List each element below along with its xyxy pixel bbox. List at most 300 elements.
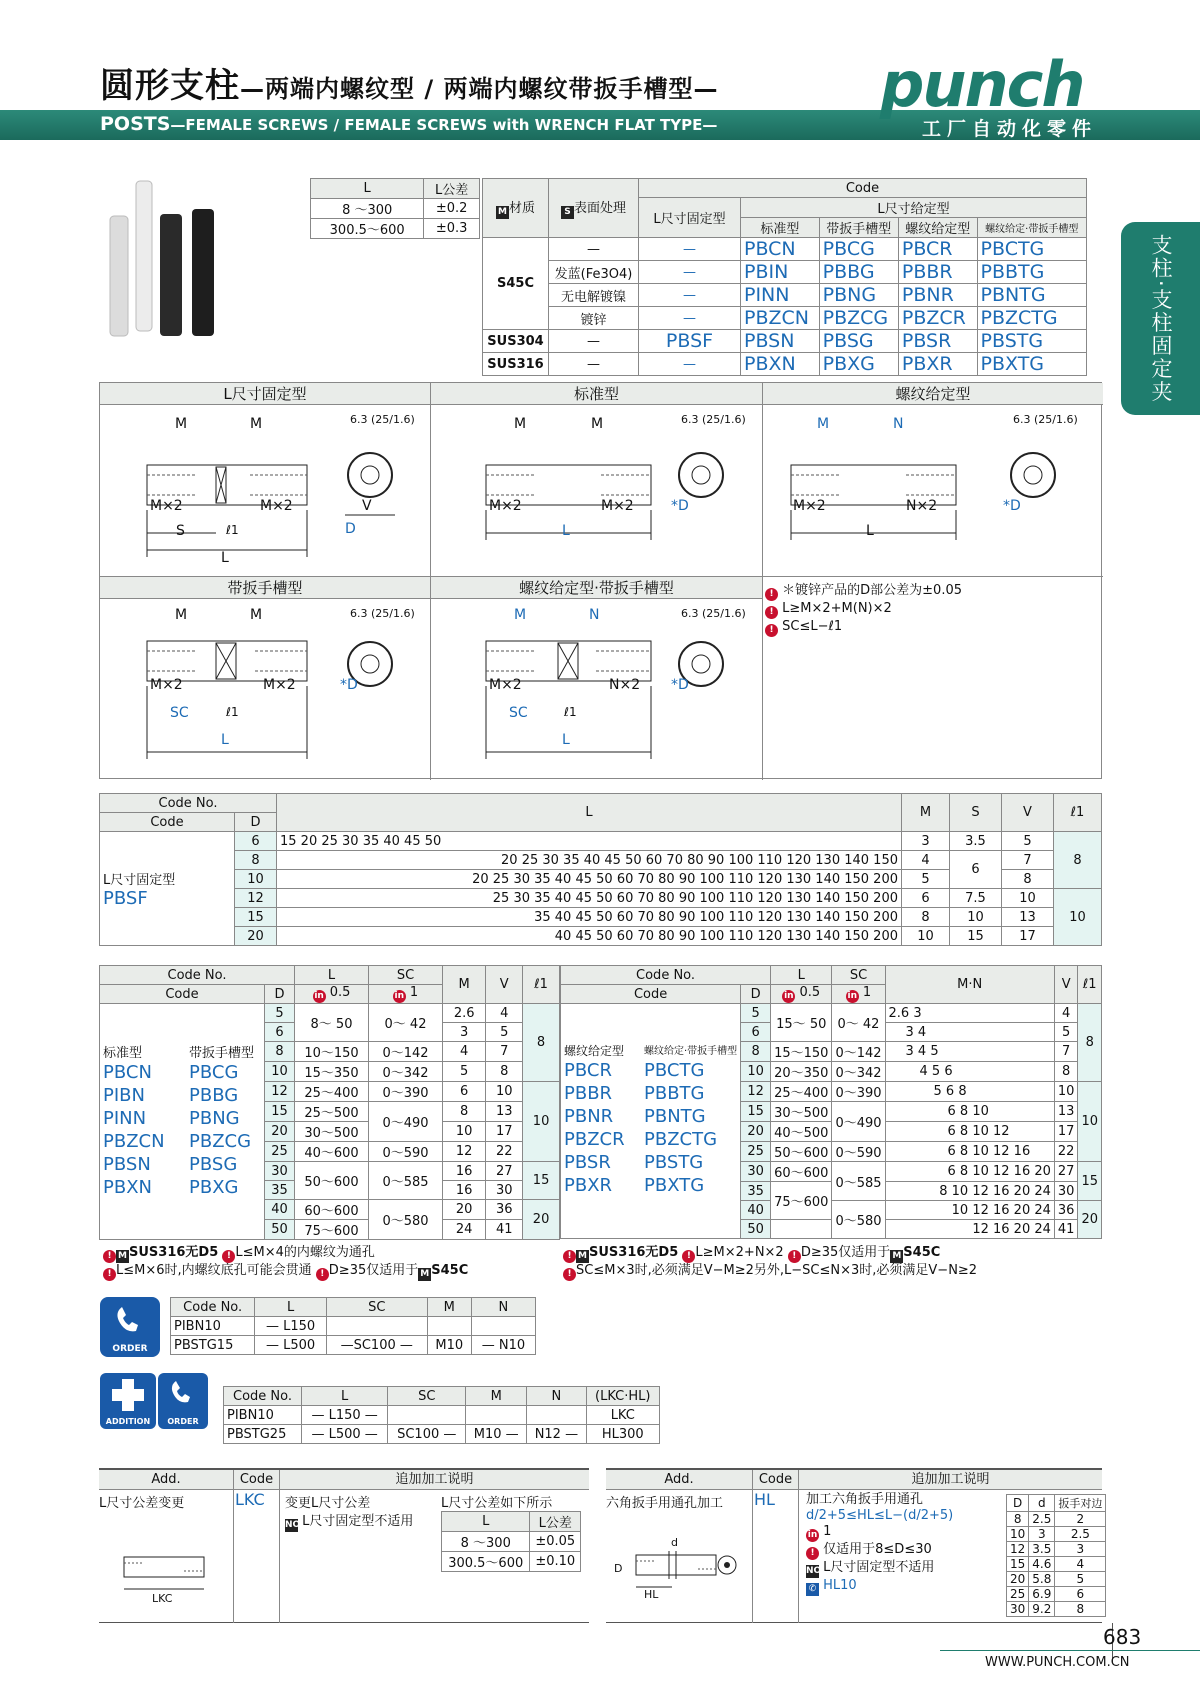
add_left-desc2: L尺寸固定型不适用: [302, 1514, 414, 1529]
thr_table-rows-7-L: 50～600: [771, 1142, 832, 1162]
std_table-rows-3-D: 10: [265, 1062, 295, 1082]
thr_table-h_MN: M·N: [885, 966, 1054, 1004]
std_table-notes-3: D≥35仅适用于: [328, 1263, 419, 1278]
diagrams-lbl_MX2: M×2: [793, 498, 826, 514]
addition-rows-1-3: M10 —: [466, 1425, 527, 1444]
addition-rows-1-1: — L500 —: [302, 1425, 388, 1444]
code_table-rows-4-codes-3: PBSTG: [977, 330, 1086, 353]
diagram-area: [99, 382, 1102, 779]
thr-notes: ! M SUS316无D5 ! L≥M×2+N×2 ! D≥35仅适用于 M S45C ! SC≤M×3时,必须满足V−M≥2另外,L−SC≤N×3时,必须满足V−N≥2: [563, 1245, 977, 1281]
brand-sub: 工厂自动化零件: [922, 118, 1098, 140]
addition-rows-1-4: N12 —: [527, 1425, 586, 1444]
pbsf_table-rows-3-D: 12: [235, 889, 277, 908]
pbsf_table-rows-5-L: 40 45 50 60 70 80 90 100 110 120 130 140 150 200: [277, 927, 902, 946]
add_right-hex_rows-3-2: 4: [1055, 1557, 1106, 1572]
std_table-l1-0: 8: [523, 1004, 560, 1082]
add_right-desc3: 1: [823, 1524, 832, 1539]
pbsf_table-rows-4-S: 10: [950, 908, 1002, 927]
code_table-sub_headers-1: 带扳手槽型: [819, 218, 898, 238]
std_table-rows-8-M: 16: [443, 1162, 486, 1181]
thr_table-codes1-1: PBBR: [564, 1083, 613, 1104]
pbsf_table-rows-5-D: 20: [235, 927, 277, 946]
std_table-rows-10-M: 20: [443, 1200, 486, 1220]
diagrams-lbl_M: M: [591, 416, 604, 432]
diagrams-lbl_MX2: M×2: [263, 677, 296, 693]
code_table-rows-4-fixed: PBSF: [639, 330, 741, 353]
diagrams-lbl_L: L: [562, 523, 570, 539]
pbsf_table-rows-2-V: 8: [1002, 870, 1054, 889]
order-rows-1-3: M10: [427, 1336, 471, 1355]
code_table-rows-0-fixed: —: [639, 238, 741, 261]
code_table-rows-2-codes-3: PBNTG: [977, 284, 1086, 307]
diagrams-roughness: 6.3 (25/1.6): [681, 413, 746, 426]
add_left-tol_rows-0-0: 8 ～300: [442, 1532, 530, 1552]
code_table-rows-5-codes-1: PBXG: [819, 353, 898, 376]
thr_table-rows-11-D: 50: [741, 1220, 771, 1239]
pbsf_table-S_merged: 6: [950, 851, 1002, 889]
diagrams-lbl_M: M: [175, 607, 188, 623]
add-right: Add. Code 追加加工说明 六角扳手用通孔加工 HL 加工六角扳手用通孔 d/2+5≤HL≤L−(d/2+5) in 1 ! 仅适用于8≤D≤30 NO L尺寸固定型不适用 ✆ HL10 D d 扳手对边 8 2.5 2 10 3 2.5 12 3.5 3 15 4.6 4 20 5.8 5 25 6.9 6 30 9.2 8 d D HL: [606, 1468, 1102, 1623]
thr_table-h_SC: SC: [832, 966, 885, 985]
code_table-rows-2-fixed: —: [639, 284, 741, 307]
thr_table-codes1-5: PBXR: [564, 1175, 613, 1196]
diagrams-lbl_N: N: [893, 416, 904, 432]
thr_table-rows-3-MN: 4 5 6: [885, 1062, 1054, 1082]
code_table-rows-5-fixed: —: [639, 353, 741, 376]
diagrams-lbl_MX2: M×2: [489, 677, 522, 693]
thr_table-h_code: Code: [561, 985, 741, 1004]
code_table-rows-5-codes-3: PBXTG: [977, 353, 1086, 376]
add_right-desc2: d/2+5≤HL≤L−(d/2+5): [806, 1508, 954, 1523]
order-rows-1-0: PBSTG15: [171, 1336, 255, 1355]
thr_table-col1: 螺纹给定型: [564, 1044, 625, 1058]
code_table-rows-5-material: SUS316: [483, 353, 549, 376]
diagram-notes: ! ＊镀锌产品的D部公差为±0.05 ! L≥M×2+M(N)×2 ! SC≤L−ℓ1: [765, 583, 962, 637]
pbsf_table-rows-0-D: 6: [235, 832, 277, 851]
thr_table-l1-0: 8: [1078, 1004, 1102, 1082]
thr_table-rows-2-SC: 0～142: [832, 1042, 885, 1062]
std_table-rows-3-L: 15～350: [295, 1062, 369, 1082]
thr_table-rows-4-V: 10: [1054, 1082, 1078, 1102]
add_right-hex_rows-0-0: 8: [1007, 1512, 1029, 1527]
std_table-rows-4-M: 6: [443, 1082, 486, 1102]
std_table-rows-3-SC: 0～342: [369, 1062, 443, 1082]
addition-headers-3: M: [466, 1387, 527, 1406]
thr_table-rows-11-MN: 12 16 20 24: [885, 1220, 1054, 1239]
order-headers-0: Code No.: [171, 1298, 255, 1317]
addition-headers-2: SC: [388, 1387, 466, 1406]
thr_table-h_l1: ℓ1: [1078, 966, 1102, 1004]
pbsf_table-rows-0-L: 15 20 25 30 35 40 45 50: [277, 832, 902, 851]
thr_table-l1-2: 15: [1078, 1162, 1102, 1201]
thr_table-rows-3-SC: 0～342: [832, 1062, 885, 1082]
std_table-rows-10-V: 36: [486, 1200, 523, 1220]
pbsf_table-l1_b: 10: [1054, 889, 1102, 946]
std_table-rows-9-D: 35: [265, 1181, 295, 1200]
thr_table-rows-10-V: 36: [1054, 1201, 1078, 1220]
thr_table-rows-3-V: 8: [1054, 1062, 1078, 1082]
diagrams-lbl_SC: SC: [509, 705, 528, 721]
addition-rows-0-1: — L150 —: [302, 1406, 388, 1425]
page-number: 683: [1103, 1625, 1142, 1649]
std_table-codes1-5: PBXN: [103, 1177, 152, 1198]
diagrams-lbl_MX2: M×2: [489, 498, 522, 514]
brand-logo: punch: [880, 48, 1084, 121]
code_table-rows-2-surface: 无电解镀镍: [549, 284, 639, 307]
std_table-rows-6-D: 20: [265, 1122, 295, 1142]
add_right-hex_rows-4-0: 20: [1007, 1572, 1029, 1587]
thr_table-rows-7-MN: 6 8 10 12 16: [885, 1142, 1054, 1162]
std_table-rows-3-V: 8: [486, 1062, 523, 1082]
std_table-rows-0-D: 5: [265, 1004, 295, 1023]
thr_table-rows-3-D: 10: [741, 1062, 771, 1082]
diagrams-p2_title: 标准型: [431, 383, 762, 405]
add_right-h_code: Code: [752, 1470, 798, 1489]
add_right-hex_rows-5-2: 6: [1055, 1587, 1106, 1602]
add_right-hex_rows-3-1: 4.6: [1029, 1557, 1055, 1572]
code_table-col_code: Code: [639, 179, 1087, 198]
std_table-rows-0-V: 4: [486, 1004, 523, 1023]
diagrams-p5_title: 螺纹给定型·带扳手槽型: [431, 577, 762, 599]
code_table-rows-1-codes-0: PBIN: [741, 261, 820, 284]
addition-icon_label2: ORDER: [167, 1417, 199, 1426]
thr_table-rows-8-V: 27: [1054, 1162, 1078, 1182]
pbsf_table-rows-5-M: 10: [902, 927, 950, 946]
addition-rows-1-0: PBSTG25: [224, 1425, 302, 1444]
std_table-h_V: V: [486, 966, 523, 1004]
std_table-rows-7-V: 22: [486, 1142, 523, 1162]
thr_table-l1-1: 10: [1078, 1082, 1102, 1162]
thr_table-l1-3: 20: [1078, 1201, 1102, 1239]
std_table-rows-8-D: 30: [265, 1162, 295, 1181]
pbsf_table-h_S: S: [950, 794, 1002, 832]
thr_table-rows-0-MN: 2.6 3: [885, 1004, 1054, 1023]
thr_table-rows-4-MN: 5 6 8: [885, 1082, 1054, 1102]
thr_table-notes-4: SC≤M×3时,必须满足V−M≥2另外,L−SC≤N×3时,必须满足V−N≥2: [576, 1263, 978, 1278]
thr_table-rows-5-L: 30～500: [771, 1102, 832, 1122]
diagrams-lbl_MX2: M×2: [150, 498, 183, 514]
addition-headers-1: L: [302, 1387, 388, 1406]
thr_table-rows-2-V: 7: [1054, 1042, 1078, 1062]
code_table-rows-4-codes-1: PBSG: [819, 330, 898, 353]
pbsf_table-rows-0-S: 3.5: [950, 832, 1002, 851]
std_table-h_code: Code: [100, 985, 265, 1004]
std_table-rows-5-V: 13: [486, 1102, 523, 1122]
panel-thread-wrench: [431, 577, 762, 780]
pbsf_table-rows-4-M: 8: [902, 908, 950, 927]
std_table-rows-8-L: 50～600: [295, 1162, 369, 1200]
code-table: [482, 178, 1087, 376]
std_table-notes-2: L≤M×6时,内螺纹底孔可能会贯通: [116, 1263, 312, 1278]
header-title_en_sub: —FEMALE SCREWS / FEMALE SCREWS with WRENCH FLAT TYPE—: [170, 116, 718, 134]
add_right-fig_D: D: [614, 1562, 623, 1575]
std_table-rows-6-M: 10: [443, 1122, 486, 1142]
std-codes: [100, 1004, 265, 1240]
add_left-desc1: 变更L尺寸公差: [285, 1496, 371, 1511]
addition-headers-4: N: [527, 1387, 586, 1406]
diagrams-lbl_l1: ℓ1: [226, 705, 239, 719]
std_table-notes-4: S45C: [431, 1263, 469, 1278]
thr_table-rows-0-V: 4: [1054, 1004, 1078, 1023]
diagrams-lbl_L: L: [221, 732, 229, 748]
diagrams-lbl_SC: SC: [170, 705, 189, 721]
diagrams-lbl_M: M: [514, 416, 527, 432]
add_right-hex_rows-2-2: 3: [1055, 1542, 1106, 1557]
add_right-hex_rows-5-1: 6.9: [1029, 1587, 1055, 1602]
title-en: [100, 113, 717, 135]
addition-icon_label: ADDITION: [105, 1417, 151, 1426]
diagrams-notes-1: L≥M×2+M(N)×2: [782, 601, 892, 616]
std_table-rows-10-L: 60～600: [295, 1200, 369, 1220]
add_left-h_code: Code: [233, 1470, 279, 1489]
title-cn: 圆形支柱: [100, 66, 240, 106]
thr_table-rows-2-D: 8: [741, 1042, 771, 1062]
std_table-notes-1: L≤M×4的内螺纹为通孔: [235, 1245, 375, 1260]
std_table-rows-11-L: 75～600: [295, 1220, 369, 1240]
tol_table-rows-0-1: ±0.2: [424, 199, 480, 219]
order-rows-1-2: —SC100 —: [326, 1336, 427, 1355]
diagrams-notes-0: ＊镀锌产品的D部公差为±0.05: [782, 583, 962, 598]
add_right-desc6: HL10: [823, 1578, 857, 1593]
code_table-sub_headers-0: 标准型: [741, 218, 820, 238]
code_table-rows-0-codes-2: PBCR: [898, 238, 977, 261]
product-photo: [100, 176, 240, 346]
add_right-hex_rows-6-1: 9.2: [1029, 1602, 1055, 1617]
std_table-rows-1-M: 3: [443, 1023, 486, 1042]
thr_table-rows-1-V: 5: [1054, 1023, 1078, 1042]
thr_table-codes2-2: PBNTG: [644, 1106, 706, 1127]
panel-standard: [431, 383, 762, 576]
add_right-hex_rows-6-0: 30: [1007, 1602, 1029, 1617]
code_table-icon_s: S: [561, 206, 574, 219]
thr_table-rows-11-L: [771, 1220, 832, 1239]
thr_table-rows-7-V: 22: [1054, 1142, 1078, 1162]
order-headers-2: SC: [326, 1298, 427, 1317]
std_table-codes2-4: PBSG: [189, 1154, 238, 1175]
thr_table-codes1-4: PBSR: [564, 1152, 611, 1173]
diagrams-lbl_MX2: M×2: [150, 677, 183, 693]
pbsf_table-rows-4-D: 15: [235, 908, 277, 927]
thr_table-rows-8-MN: 6 8 10 12 16 20: [885, 1162, 1054, 1182]
thr_table-notes-0: SUS316无D5: [589, 1245, 679, 1260]
code_table-rows-5-codes-2: PBXR: [898, 353, 977, 376]
pbsf_table-rows-3-S: 7.5: [950, 889, 1002, 908]
std_table-rows-1-V: 5: [486, 1023, 523, 1042]
add_right-hex_rows-4-2: 5: [1055, 1572, 1106, 1587]
std_table-rows-2-L: 10～150: [295, 1042, 369, 1062]
code_table-col_surface: 表面处理: [573, 201, 626, 216]
std_table-rows-7-D: 25: [265, 1142, 295, 1162]
diagrams-p4_title: 带扳手槽型: [100, 577, 430, 599]
thr_table-codes2-0: PBCTG: [644, 1060, 705, 1081]
thr_table-rows-4-SC: 0～390: [832, 1082, 885, 1102]
diagrams-roughness: 6.3 (25/1.6): [350, 607, 415, 620]
thr_table-rows-11-V: 41: [1054, 1220, 1078, 1239]
add_right-hex_headers-1: d: [1029, 1495, 1055, 1512]
thr_table-rows-10-D: 40: [741, 1201, 771, 1220]
code_table-rows-1-codes-1: PBBG: [819, 261, 898, 284]
thr_table-notes-1: L≥M×2+N×2: [695, 1245, 784, 1260]
thr_table-rows-6-MN: 6 8 10 12: [885, 1122, 1054, 1142]
thr_table-codes1-0: PBCR: [564, 1060, 612, 1081]
pbsf_table-rows-3-L: 25 30 35 40 45 50 60 70 80 90 100 110 120 130 140 150 200: [277, 889, 902, 908]
std_table-l1-3: 20: [523, 1200, 560, 1240]
std_table-l1-2: 15: [523, 1162, 560, 1200]
std_table-rows-4-L: 25～400: [295, 1082, 369, 1102]
std_table-codes1-3: PBZCN: [103, 1131, 165, 1152]
std_table-rows-0-L: 8～ 50: [295, 1004, 369, 1042]
std_table-L_inc: 0.5: [329, 985, 351, 1000]
std_table-codes1-2: PINN: [103, 1108, 147, 1129]
pbsf_table-rows-3-M: 6: [902, 889, 950, 908]
std_table-rows-5-L: 25～500: [295, 1102, 369, 1122]
add_right-code: HL: [754, 1490, 775, 1509]
pbsf_table-code: PBSF: [103, 887, 148, 909]
add_left-h_desc: 追加加工说明: [279, 1470, 589, 1489]
thr_table-rows-0-D: 5: [741, 1004, 771, 1023]
diagrams-lbl_l1: ℓ1: [226, 523, 239, 537]
code_table-col_given: L尺寸给定型: [741, 198, 1087, 218]
diagrams-lbl_M: M: [250, 416, 263, 432]
order-headers-1: L: [255, 1298, 326, 1317]
thr_table-col2: 螺纹给定·带扳手槽型: [644, 1046, 738, 1057]
thr_table-rows-1-D: 6: [741, 1023, 771, 1042]
code_table-rows-1-fixed: —: [639, 261, 741, 284]
add_left-fig_label: LKC: [152, 1592, 173, 1605]
footer-url[interactable]: WWW.PUNCH.COM.CN: [985, 1655, 1130, 1670]
std-table: Code No. L SC M V ℓ1 Code D in 0.5 in 1 标准型 带扳手槽型 PBCN PIBN PINN PBZCN PBSN PBXN PBCG PBBG PBNG PBZCG PBSG PBXG 5 8～ 50 0～ 42 2.6 4 8 6 3 5 8 10～150 0～142 4 7 10 15～350 0～342 5 8 12 25～400 0～390 6 10 10 15 25～500 0～490 8 13 20 30～500 10 17 25 40～600 0～590 12 22 30 50～600 0～585 16 27 15 35 16 30 40 60～600 0～580 20 36 20 50 75～600 24 41: [99, 965, 560, 1240]
add_right-hex_headers-0: D: [1007, 1495, 1029, 1512]
pbsf_table-rows-4-V: 13: [1002, 908, 1054, 927]
diagrams-lbl_NX2: N×2: [906, 498, 938, 514]
order-icon: [100, 1297, 160, 1357]
thr_table-notes-2: D≥35仅适用于: [800, 1245, 891, 1260]
side-tab[interactable]: 支柱·支柱固定夹: [1121, 222, 1200, 415]
std_table-codes1-1: PIBN: [103, 1085, 145, 1106]
pbsf_table-rows-1-D: 8: [235, 851, 277, 870]
code_table-rows-3-surface: 镀锌: [549, 307, 639, 330]
diagrams-notes-2: SC≤L−ℓ1: [782, 619, 843, 634]
pbsf_table-h_l1: ℓ1: [1054, 794, 1102, 832]
code_table-rows-3-codes-3: PBZCTG: [977, 307, 1086, 330]
thr_table-rows-0-SC: 0～ 42: [832, 1004, 885, 1042]
std_table-col1: 标准型: [103, 1046, 143, 1061]
std_table-rows-10-SC: 0～580: [369, 1200, 443, 1240]
std_table-rows-6-V: 17: [486, 1122, 523, 1142]
add_left-tol_headers-0: L: [442, 1512, 530, 1532]
code_table-rows-1-material: S45C: [483, 238, 549, 330]
thr_table-codes2-1: PBBTG: [644, 1083, 705, 1104]
std_table-l1-1: 10: [523, 1082, 560, 1162]
diagrams-lbl_MX2: M×2: [601, 498, 634, 514]
code_table-rows-1-codes-3: PBBTG: [977, 261, 1086, 284]
std_table-h_SC: SC: [369, 966, 443, 985]
diagrams-lbl_L: L: [562, 732, 570, 748]
add-left: Add. Code 追加加工说明 L尺寸公差变更 LKC 变更L尺寸公差 NO L尺寸固定型不适用 L尺寸公差如下所示 L L公差 8 ～300 ±0.05 300.5～600 ±0.10 LKC: [99, 1468, 589, 1623]
code_table-sub_headers-2: 螺纹给定型: [898, 218, 977, 238]
std-notes: ! M SUS316无D5 ! L≤M×4的内螺纹为通孔 ! L≤M×6时,内螺纹底孔可能会贯通 ! D≥35仅适用于 M S45C: [103, 1245, 468, 1281]
add_left-desc3: L尺寸公差如下所示: [441, 1496, 553, 1511]
code_table-rows-2-codes-1: PBNG: [819, 284, 898, 307]
pbsf_table-rows-2-L: 20 25 30 35 40 45 50 60 70 80 90 100 110 120 130 140 150 200: [277, 870, 902, 889]
diagrams-lbl_M: M: [514, 607, 527, 623]
thr_table-rows-5-MN: 6 8 10: [885, 1102, 1054, 1122]
std_table-h_D: D: [265, 985, 295, 1004]
order-table: [170, 1297, 536, 1355]
order-rows-0-1: — L150: [255, 1317, 326, 1336]
std_table-rows-2-M: 4: [443, 1042, 486, 1062]
thr_table-rows-3-L: 20～350: [771, 1062, 832, 1082]
code_table-icon_m: M: [496, 206, 509, 219]
tol_table-headers-1: L公差: [424, 179, 480, 199]
thr_table-rows-9-D: 35: [741, 1182, 771, 1201]
std_table-h_codeno: Code No.: [100, 966, 295, 985]
code_table-rows-5-codes-0: PBXN: [741, 353, 820, 376]
diagrams-lbl_NX2: N×2: [609, 677, 641, 693]
header-title_en: POSTS: [100, 113, 171, 135]
thr_table-rows-6-V: 17: [1054, 1122, 1078, 1142]
code_table-rows-4-codes-2: PBSR: [898, 330, 977, 353]
std_table-h_M: M: [443, 966, 486, 1004]
thr_table-rows-9-V: 30: [1054, 1182, 1078, 1201]
code_table-rows-0-codes-0: PBCN: [741, 238, 820, 261]
add_right-hex_rows-0-2: 2: [1055, 1512, 1106, 1527]
std_table-col2: 带扳手槽型: [189, 1046, 255, 1061]
code_table-rows-0-codes-3: PBCTG: [977, 238, 1086, 261]
thr_table-rows-8-D: 30: [741, 1162, 771, 1182]
std_table-rows-0-M: 2.6: [443, 1004, 486, 1023]
std_table-h_l1: ℓ1: [523, 966, 560, 1004]
thr_table-rows-2-MN: 3 4 5: [885, 1042, 1054, 1062]
addition-headers-5: (LKC·HL): [586, 1387, 659, 1406]
add_right-fig_HL: HL: [644, 1588, 659, 1601]
diagrams-lbl_l1: ℓ1: [564, 705, 577, 719]
code_table-rows-2-codes-0: PINN: [741, 284, 820, 307]
std_table-rows-7-SC: 0～590: [369, 1142, 443, 1162]
thr_table-rows-7-D: 25: [741, 1142, 771, 1162]
thr_table-rows-7-SC: 0～590: [832, 1142, 885, 1162]
pbsf_table-h_L: L: [277, 794, 902, 832]
hl-figure: [614, 1535, 744, 1605]
thr_table-rows-2-L: 15～150: [771, 1042, 832, 1062]
std_table-codes1-4: PBSN: [103, 1154, 151, 1175]
thr_table-rows-0-L: 15～ 50: [771, 1004, 832, 1042]
thr_table-rows-1-MN: 3 4: [885, 1023, 1054, 1042]
code_table-rows-4-codes-0: PBSN: [741, 330, 820, 353]
order-rows-0-0: PIBN10: [171, 1317, 255, 1336]
code_table-rows-0-codes-1: PBCG: [819, 238, 898, 261]
add_right-hex_rows-6-2: 8: [1055, 1602, 1106, 1617]
add_right-h_add: Add.: [664, 1472, 694, 1487]
add_left-tol_rows-0-1: ±0.05: [530, 1532, 581, 1552]
title-cn-sub: —两端内螺纹型 / 两端内螺纹带扳手槽型—: [240, 75, 719, 103]
std_table-codes2-5: PBXG: [189, 1177, 239, 1198]
thr_table-h_D: D: [741, 985, 771, 1004]
code_table-rows-1-codes-2: PBBR: [898, 261, 977, 284]
std_table-rows-2-SC: 0～142: [369, 1042, 443, 1062]
panel-wrench: [100, 577, 430, 780]
add_right-hex_rows-2-0: 12: [1007, 1542, 1029, 1557]
addition-rows-0-5: LKC: [586, 1406, 659, 1425]
pbsf_table-rows-5-S: 15: [950, 927, 1002, 946]
thr_table-rows-8-L: 60～600: [771, 1162, 832, 1182]
add_right-fig_d: d: [671, 1536, 678, 1549]
std_table-h_L: L: [295, 966, 369, 985]
panel-fixed: [100, 383, 430, 576]
code_table-rows-4-material: SUS304: [483, 330, 549, 353]
std_table-rows-11-V: 41: [486, 1220, 523, 1240]
diagrams-lbl_Dstar: *D: [671, 677, 689, 693]
